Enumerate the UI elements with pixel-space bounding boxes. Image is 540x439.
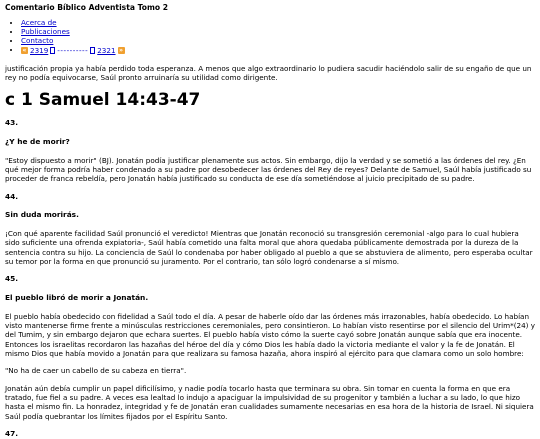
verse-number: 47. <box>5 429 19 439</box>
prev-page-link[interactable]: 2319 <box>30 45 49 55</box>
commentary-paragraph: Jonatán aún debía cumplir un papel dificilísimo, y nadie podía tocarlo hasta que terminara su obra. Sin tomar en cuenta la forma en que era tratado, fue fiel a su padre. A veces esa lealtad lo indujo a apaciguar la impulsividad de su progenitor y también a luchar a su lado, lo que hizo hasta el mismo fin. La honradez, integridad y fe de Jonatán eran cualidades sumamente necesarias en esa hora de la historia de Israel. Ni siquiera Saúl podía quebrantar los límites fijados por el Espíritu Santo. <box>5 383 534 421</box>
next-page-link[interactable]: 2321 <box>97 45 116 55</box>
pager-separator: ---------- <box>57 45 89 55</box>
nav-menu <box>5 18 535 55</box>
commentary-paragraph: ¡Con qué aparente facilidad Saúl pronunció el veredicto! Mientras que Jonatán reconoció su transgresión ceremonial -algo para lo cual hubiera sido suficiente una ofrenda expiatoria-, Saúl había cometido una falta moral que ahora quedaba públicamente demostrada por la dureza de la sentencia contra su hijo. La conciencia de Saúl lo condenaba por haber obligado al pueblo a que se abstuviera de alimento, pero esperaba ocultar su temor por la forma en que pronunció su juramento. Por el contrario, tan sólo logró condenarse a sí mismo. <box>5 228 533 266</box>
nav-item <box>21 36 535 45</box>
verse-number: 45. <box>5 274 19 284</box>
contact-link[interactable]: Contacto <box>21 35 54 45</box>
verse-number: 43. <box>5 118 19 128</box>
nav-item <box>21 45 535 55</box>
commentary-paragraph: "No ha de caer un cabello de su cabeza en tierra". <box>5 366 187 376</box>
nav-item <box>21 27 535 36</box>
pager <box>21 46 535 55</box>
page-icon <box>50 47 55 54</box>
about-link[interactable]: Acerca de <box>21 17 57 27</box>
verse-subtitle: ¿Y he de morir? <box>5 136 70 146</box>
next-arrow-icon[interactable]: » <box>119 46 123 54</box>
verse-number: 44. <box>5 191 19 201</box>
commentary-paragraph: "Estoy dispuesto a morir" (BJ). Jonatán podía justificar plenamente sus actos. Sin embargo, dijo la verdad y se sometió a las órdenes del rey. ¿En qué mejor forma podría haber condenado a su padre por desobedecer las órdenes del Rey de reyes? Delante de Samuel, Saúl había justificado su proceder de franca rebeldía, pero Jonatán había justificado su conducta de ese día sometiéndose al juicio precipitado de su padre. <box>5 155 532 184</box>
page-title: Comentario Bíblico Adventista Tomo 2 <box>5 3 169 12</box>
prev-arrow-icon[interactable]: • « <box>22 46 27 54</box>
verse-subtitle: Sin duda morirás. <box>5 210 79 220</box>
chapter-heading: c 1 Samuel 14:43-47 <box>5 89 201 110</box>
commentary-paragraph: El pueblo había obedecido con fidelidad a Saúl todo el día. A pesar de haberle oído dar las órdenes más irrazonables, había obedecido. Lo habían visto mantenerse firme frente a minúsculas restricciones ceremoniales, pero consintieron. Lo habían visto resentirse por el silencio del Urim*(24) y del Tumim, y sin embargo dejaron que echara suertes. El pueblo había visto cómo la suerte cayó sobre Jonatán aunque sabía que era inocente. Entonces los israelitas recordaron las hazañas del héroe del día y cómo Dios les había dado la victoria mediante el valor y la fe de Jonatán. El mismo Dios que había movido a Jonatán para que realizara su famosa hazaña, ahora inspiró al ejército para que clamara como un solo hombre: <box>5 311 535 358</box>
verse-subtitle: El pueblo libró de morir a Jonatán. <box>5 292 149 302</box>
page-icon <box>90 47 95 54</box>
publications-link[interactable]: Publicaciones <box>21 26 70 36</box>
nav-item <box>21 18 535 27</box>
intro-paragraph: justificación propia ya había perdido toda esperanza. A menos que algo extraordinario lo pudiera sacudir haciéndolo salir de su engaño de que un rey no podía equivocarse, Saúl pronto arruinaría su utilidad como dirigente. <box>5 63 532 83</box>
